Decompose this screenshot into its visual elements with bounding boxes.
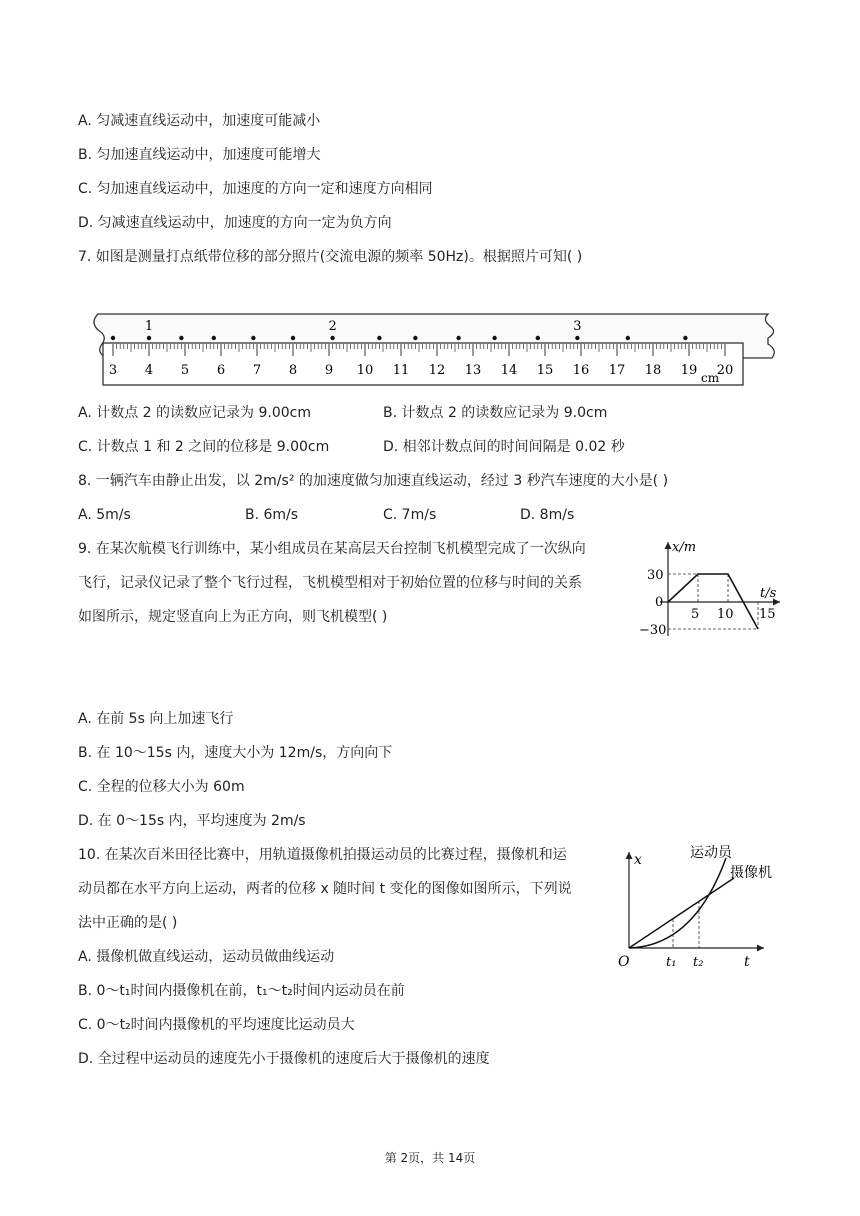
- q10-option-c: C. 0～t₂时间内摄像机的平均速度比运动员大: [78, 1017, 355, 1033]
- q7-option-d: D. 相邻计数点间的时间间隔是 0.02 秒: [383, 439, 625, 455]
- q9-ytick-0: 0: [655, 595, 664, 610]
- q9-xtick-5: 5: [691, 607, 700, 622]
- q10-option-d: D. 全过程中运动员的速度先小于摄像机的速度后大于摄像机的速度: [78, 1051, 490, 1067]
- count-point-label: 1: [144, 319, 154, 334]
- q10-stem-line-2: 动员都在水平方向上运动，两者的位移 x 随时间 t 变化的图像如图所示，下列说: [78, 881, 572, 897]
- tape-dot: [147, 336, 151, 340]
- count-point-label: 2: [328, 319, 337, 334]
- ruler-tick-label: 12: [428, 363, 446, 378]
- q7-option-b: B. 计数点 2 的读数应记录为 9.0cm: [383, 405, 608, 421]
- q9-ylabel: x/m: [672, 540, 697, 555]
- ruler-tick-label: 13: [464, 363, 482, 378]
- tape-dot: [536, 336, 540, 340]
- ruler-tick-label: 7: [252, 363, 262, 378]
- q10-t2-label: t₂: [693, 955, 704, 970]
- ruler-tick-label: 10: [356, 363, 374, 378]
- q7-option-c: C. 计数点 1 和 2 之间的位移是 9.00cm: [78, 439, 330, 455]
- ruler-tick-label: 11: [392, 363, 410, 378]
- q10-athlete-curve: [629, 858, 726, 948]
- q9-option-a: A. 在前 5s 向上加速飞行: [78, 711, 234, 727]
- q10-ylabel: x: [634, 852, 642, 868]
- ruler-tick-label: 3: [108, 363, 118, 378]
- q9-stem-line-2: 飞行，记录仪记录了整个飞行过程，飞机模型相对于初始位置的位移与时间的关系: [78, 575, 582, 591]
- q6-option-a: A. 匀减速直线运动中，加速度可能减小: [78, 113, 321, 129]
- q10-stem-line-1: 10. 在某次百米田径比赛中，用轨道摄像机拍摄运动员的比赛过程，摄像机和运: [78, 847, 567, 863]
- q9-xtick-15: 15: [759, 607, 776, 622]
- q9-ytick-30: 30: [647, 568, 664, 583]
- q10-xt-graph: [614, 838, 790, 972]
- q10-option-a: A. 摄像机做直线运动，运动员做曲线运动: [78, 949, 335, 965]
- ruler-tick-label: 18: [644, 363, 662, 378]
- tape-dot: [291, 336, 295, 340]
- q8-option-a: A. 5m/s: [78, 507, 131, 523]
- tape-dot: [413, 336, 417, 340]
- q8-option-c: C. 7m/s: [383, 507, 437, 523]
- ruler-tick-label: 19: [680, 363, 698, 378]
- q10-origin-label: O: [618, 954, 630, 970]
- q10-camera-label: 摄像机: [730, 865, 772, 881]
- q8-stem: 8. 一辆汽车由静止出发，以 2m/s² 的加速度做匀加速直线运动，经过 3 秒汽车速度的大小是( ): [78, 473, 669, 489]
- tape-dot: [456, 336, 460, 340]
- q9-option-c: C. 全程的位移大小为 60m: [78, 779, 245, 795]
- q8-option-d: D. 8m/s: [520, 507, 575, 523]
- tape-dot: [683, 336, 687, 340]
- ruler-tick-label: 5: [180, 363, 190, 378]
- q9-option-b: B. 在 10～15s 内，速度大小为 12m/s，方向向下: [78, 745, 393, 761]
- q6-option-b: B. 匀加速直线运动中，加速度可能增大: [78, 147, 321, 163]
- q10-athlete-label: 运动员: [690, 845, 732, 861]
- tape-dot: [212, 336, 216, 340]
- q8-option-b: B. 6m/s: [245, 507, 299, 523]
- tape-dot: [377, 336, 381, 340]
- q9-xlabel: t/s: [760, 586, 777, 601]
- tape-dot: [111, 336, 115, 340]
- q9-ytick-neg30: −30: [639, 623, 667, 638]
- q10-xlabel: t: [744, 954, 750, 970]
- q9-xtick-10: 10: [717, 607, 734, 622]
- tape-dot: [492, 336, 496, 340]
- q7-option-a: A. 计数点 2 的读数应记录为 9.00cm: [78, 405, 311, 421]
- q10-option-b: B. 0～t₁时间内摄像机在前，t₁～t₂时间内运动员在前: [78, 983, 405, 999]
- ruler-tick-label: 16: [572, 363, 590, 378]
- q7-stem: 7. 如图是测量打点纸带位移的部分照片(交流电源的频率 50Hz)。根据照片可知( ): [78, 249, 583, 265]
- q6-option-d: D. 匀减速直线运动中，加速度的方向一定为负方向: [78, 215, 392, 231]
- ruler-tick-label: 6: [216, 363, 226, 378]
- q10-t1-label: t₁: [666, 955, 677, 970]
- tape-dot: [251, 336, 255, 340]
- page-footer: 第 2页，共 14页: [384, 1151, 476, 1165]
- ruler-unit-label: cm: [701, 371, 720, 385]
- ruler-tick-label: 14: [500, 363, 518, 378]
- ruler-tick-label: 9: [324, 363, 334, 378]
- ruler-tick-label: 20: [716, 363, 734, 378]
- ruler-tick-label: 17: [608, 363, 626, 378]
- q10-camera-line: [629, 878, 734, 948]
- ruler-tick-label: 15: [536, 363, 554, 378]
- q9-option-d: D. 在 0～15s 内，平均速度为 2m/s: [78, 813, 306, 829]
- ruler-tick-label: 8: [288, 363, 298, 378]
- count-point-label: 3: [573, 319, 582, 334]
- q7-ruler-tape-figure: [78, 308, 783, 390]
- tape-dot: [575, 336, 579, 340]
- q6-option-c: C. 匀加速直线运动中，加速度的方向一定和速度方向相同: [78, 181, 433, 197]
- q9-stem-line-3: 如图所示，规定竖直向上为正方向，则飞机模型( ): [78, 609, 388, 625]
- ruler-tick-label: 4: [144, 363, 154, 378]
- q9-displacement-graph: [628, 536, 788, 644]
- q10-stem-line-3: 法中正确的是( ): [78, 915, 178, 931]
- tape-dot: [626, 336, 630, 340]
- tape-dot: [179, 336, 183, 340]
- q9-stem-line-1: 9. 在某次航模飞行训练中，某小组成员在某高层天台控制飞机模型完成了一次纵向: [78, 541, 586, 557]
- tape-dot: [330, 336, 334, 340]
